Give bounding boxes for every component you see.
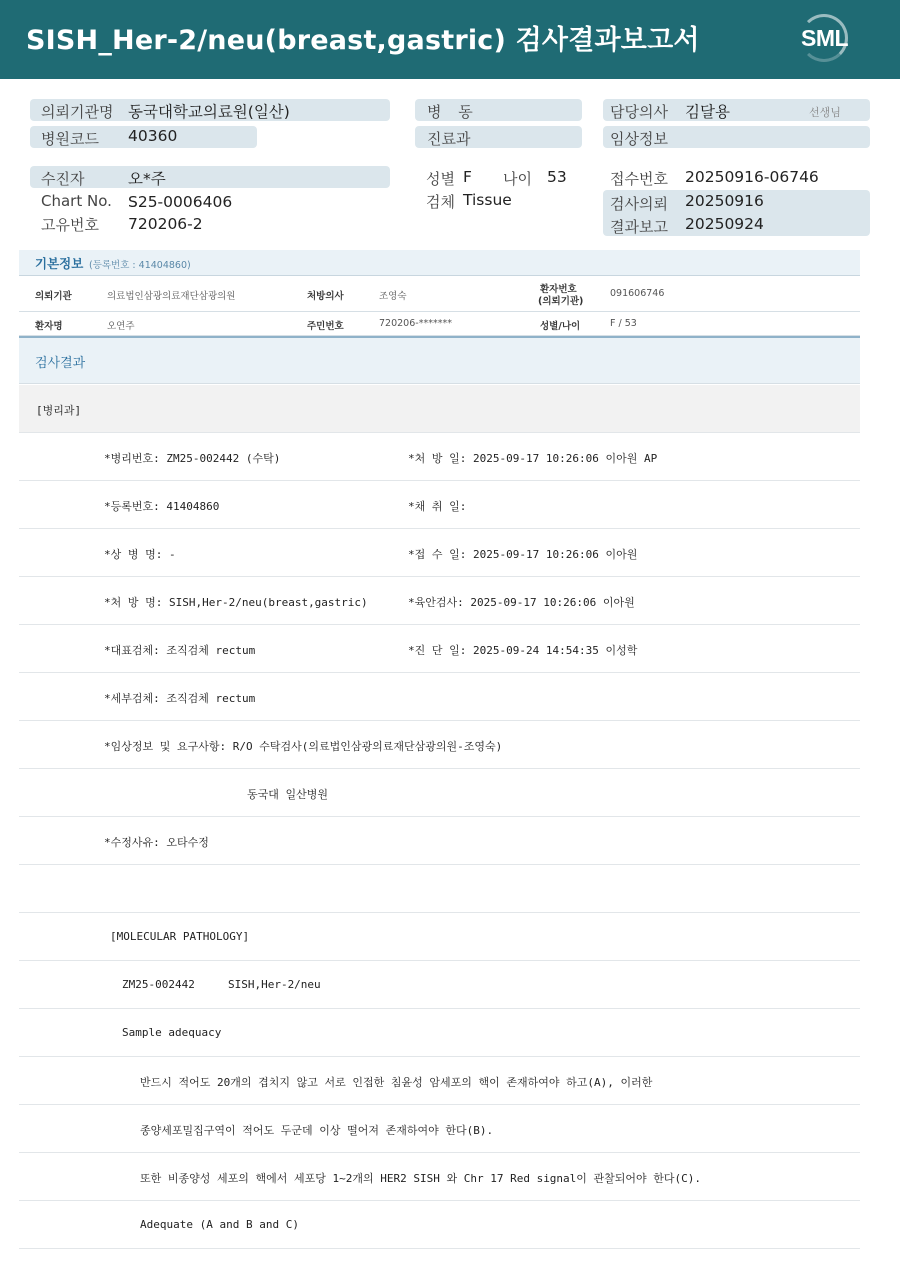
rrn-value: 720206-******* [379,318,452,329]
result-row [19,817,860,865]
report-title: SISH_Her-2/neu(breast,gastric) 검사결과보고서 [26,25,700,56]
request-date-label: 검사의뢰 [610,195,668,213]
results-title: 검사결과 [35,356,86,371]
result-left: *세부검체: 조직검체 rectum [104,692,256,705]
rrn-label: 주민번호 [307,321,344,332]
patient-no-value: 091606746 [610,288,665,299]
result-left: [MOLECULAR PATHOLOGY] [110,930,250,943]
result-right: *진 단 일: 2025-09-24 14:54:35 이성학 [408,644,638,657]
request-date-value: 20250916 [685,192,764,210]
result-row [19,1105,860,1153]
result-left: Adequate (A and B and C) [140,1218,299,1231]
result-left: *등록번호: 41404860 [104,500,220,513]
hospital-code-label: 병원코드 [41,130,99,148]
result-left: Sample adequacy [122,1026,222,1039]
report-date-value: 20250924 [685,215,764,233]
result-right: *육안검사: 2025-09-17 10:26:06 이아원 [408,596,635,609]
result-row [19,865,860,913]
sml-logo [797,12,853,66]
basic-info-row-1 [19,276,860,312]
req-inst-label: 의뢰기관 [35,291,72,302]
result-row [19,1057,860,1105]
specimen-value: Tissue [463,191,512,209]
result-left: *수정사유: 오타수정 [104,836,209,849]
hospital-code-value: 40360 [128,127,178,145]
doctor-suffix: 선생님 [809,106,841,119]
result-left: *대표검체: 조직검체 rectum [104,644,256,657]
institution-label: 의뢰기관명 [41,103,114,121]
result-row [19,1009,860,1057]
patient-name-value: 오연주 [107,321,135,332]
unique-no-label: 고유번호 [41,216,99,234]
specimen-label: 검체 [426,193,455,211]
result-row [19,577,860,625]
institution-value: 동국대학교의료원(일산) [128,103,290,121]
result-row [19,433,860,481]
basic-info-row-2 [19,312,860,336]
patient-no-label-1: 환자번호 [540,284,577,295]
result-row [19,913,860,961]
sex-value: F [463,168,472,186]
result-left: *상 병 명: - [104,548,176,561]
unique-no-value: 720206-2 [128,215,203,233]
chart-no-value: S25-0006406 [128,193,233,211]
doctor-label: 담당의사 [610,103,668,121]
result-row [19,1153,860,1201]
dept-row [19,385,860,433]
result-row [19,625,860,673]
result-left: 종양세포밀집구역이 적어도 두군데 이상 떨어져 존재하여야 한다(B). [140,1124,494,1137]
result-right: *처 방 일: 2025-09-17 10:26:06 이아원 AP [408,452,658,465]
patient-name-label: 환자명 [35,321,63,332]
result-row [19,529,860,577]
result-left: 반드시 적어도 20개의 겹치지 않고 서로 인접한 침윤성 암세포의 핵이 존재하여야 하고(A), 이러한 [140,1076,653,1089]
patient-no-label-2: (의뢰기관) [538,296,584,307]
result-left: *처 방 명: SISH,Her-2/neu(breast,gastric) [104,596,368,609]
doctor-value: 김달용 [685,103,730,121]
result-row [19,769,860,817]
result-right: *접 수 일: 2025-09-17 10:26:06 이아원 [408,548,638,561]
report-date-label: 결과보고 [610,218,668,236]
age-value: 53 [547,168,567,186]
patient-value: 오*주 [128,170,166,188]
basic-info-reg-no: (등록번호 : 41404860) [89,260,191,271]
result-row [19,721,860,769]
result-left: *병리번호: ZM25-002442 (수탁) [104,452,281,465]
result-right: *채 취 일: [408,500,467,513]
report-header-bar [0,0,900,79]
patient-label: 수진자 [41,170,85,188]
req-inst-value: 의료법인삼광의료재단삼광의원 [107,291,236,302]
result-row [19,1201,860,1249]
presc-doctor-value: 조영숙 [379,291,407,302]
sex-age-label: 성별/나이 [540,321,581,332]
receipt-no-label: 접수번호 [610,170,668,188]
basic-info-title: 기본정보 [35,256,84,271]
result-left: 동국대 일산병원 [247,788,329,801]
clinical-info-label: 임상정보 [610,130,668,148]
logo-text: SML [801,25,849,51]
receipt-no-value: 20250916-06746 [685,168,819,186]
result-left: 또한 비종양성 세포의 핵에서 세포당 1~2개의 HER2 SISH 와 Chr 17 Red signal이 관찰되어야 한다(C). [140,1172,702,1185]
department-label: 진료과 [427,130,471,148]
result-row [19,961,860,1009]
presc-doctor-label: 처방의사 [307,291,344,302]
ward-label: 병 동 [427,103,479,121]
chart-no-label: Chart No. [41,192,112,210]
basic-info-header [19,250,860,276]
results-header [19,336,860,384]
result-left: *임상정보 및 요구사항: R/O 수탁검사(의료법인삼광의료재단삼광의원-조영숙) [104,740,503,753]
result-row [19,673,860,721]
sex-label: 성별 [426,170,455,188]
result-left: ZM25-002442 SISH,Her-2/neu [122,978,321,991]
age-label: 나이 [503,170,532,188]
dept-line: [병리과] [36,404,82,417]
sex-age-value: F / 53 [610,318,637,329]
result-row [19,481,860,529]
